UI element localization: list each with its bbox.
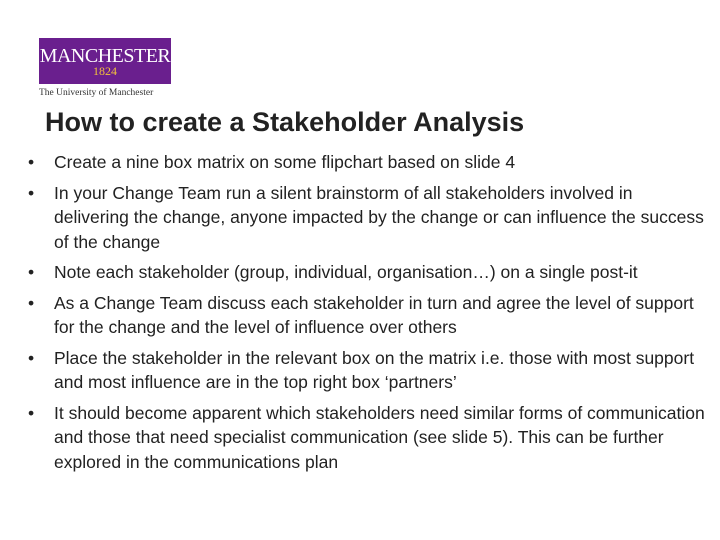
bullet-marker: •: [28, 347, 35, 368]
logo-badge: [39, 38, 171, 84]
bullet-text: Note each stakeholder (group, individual, organisation…) on a single post-it: [54, 262, 638, 282]
bullet-item: [26, 181, 706, 255]
bullet-text: Place the stakeholder in the relevant box on the matrix i.e. those with most support and most influence are in the top right box ‘partners’: [54, 347, 695, 392]
logo-wordmark: MANCHESTER: [39, 45, 171, 67]
bullet-text: Create a nine box matrix on some flipchart based on slide 4: [54, 152, 516, 172]
logo-year: 1824: [93, 64, 117, 78]
bullet-marker: •: [28, 152, 35, 172]
university-logo: [39, 38, 175, 98]
bullet-list: [26, 150, 706, 480]
bullet-item: [26, 260, 706, 285]
bullet-item: [26, 401, 706, 475]
bullet-text: It should become apparent which stakeholders need similar forms of communication and those that need specialist communication (see slide 5). This can be further explored in the communications plan: [54, 402, 705, 472]
bullet-marker: •: [28, 292, 35, 313]
bullet-marker: •: [28, 402, 35, 423]
bullet-item: [26, 150, 706, 175]
logo-caption: The University of Manchester: [39, 88, 154, 98]
bullet-text: As a Change Team discuss each stakeholder in turn and agree the level of support for the change and the level of influence over others: [54, 292, 694, 337]
bullet-item: [26, 346, 706, 395]
slide-title: How to create a Stakeholder Analysis: [45, 107, 525, 137]
bullet-item: [26, 291, 706, 340]
bullet-marker: •: [28, 182, 35, 203]
bullet-marker: •: [28, 262, 35, 282]
bullet-text: In your Change Team run a silent brainstorm of all stakeholders involved in delivering the change, anyone impacted by the change or can influence the success of the change: [54, 182, 704, 252]
